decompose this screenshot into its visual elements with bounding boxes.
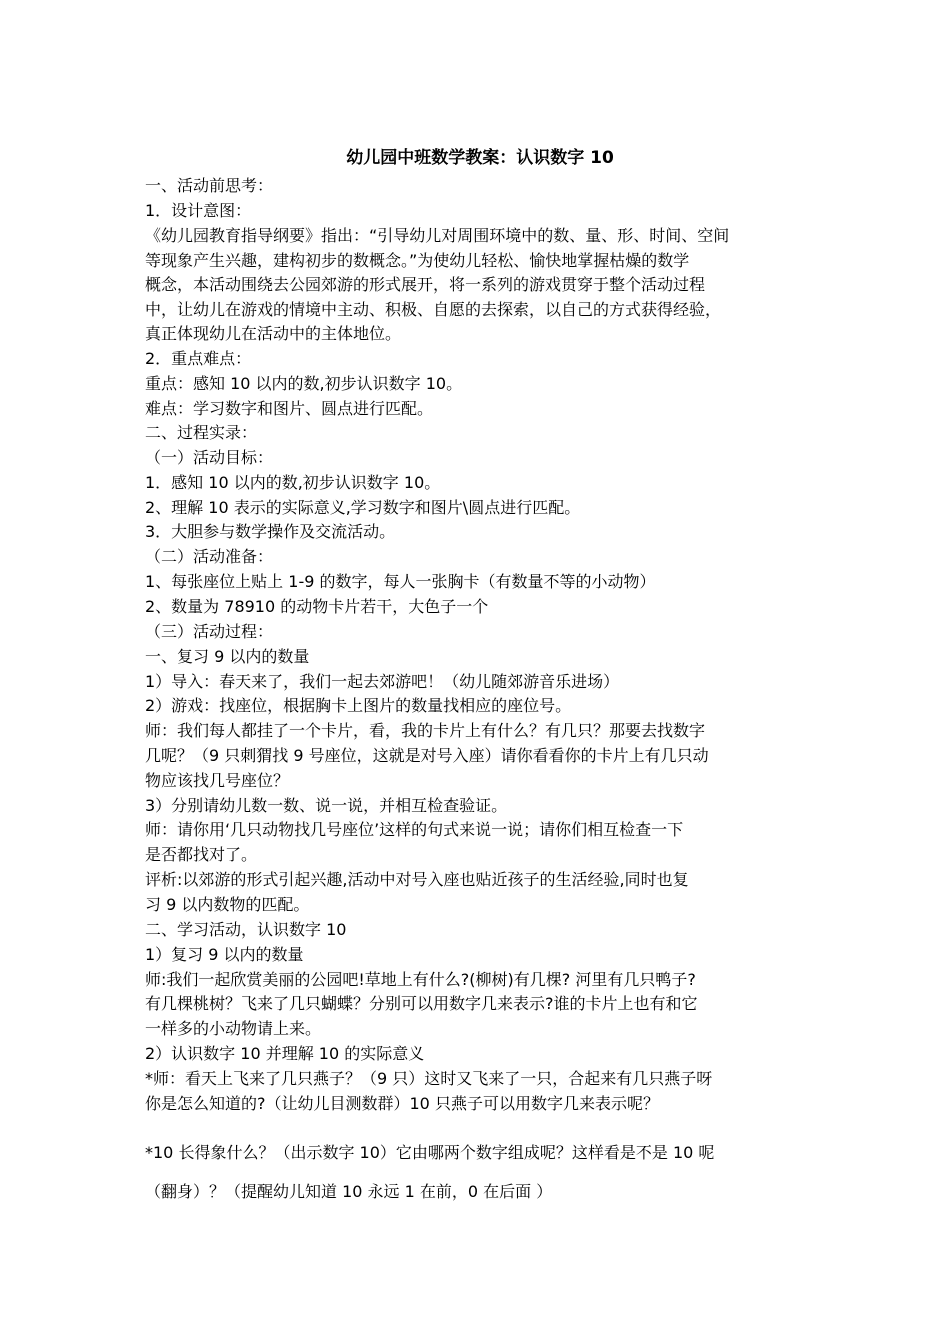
text-line: 1．感知 10 以内的数,初步认识数字 10。 xyxy=(145,473,441,492)
text-line: 3）分别请幼儿数一数、说一说，并相互检查验证。 xyxy=(145,796,508,815)
text-line: 1）复习 9 以内的数量 xyxy=(145,945,304,964)
text-line: 一、复习 9 以内的数量 xyxy=(145,647,310,666)
text-line: 1．设计意图： xyxy=(145,201,252,220)
text-line: 有几棵桃树？飞来了几只蝴蝶？分别可以用数字几来表示?谁的卡片上也有和它 xyxy=(145,994,698,1013)
text-line: 3．大胆参与数学操作及交流活动。 xyxy=(145,522,396,541)
text-line: 是否都找对了。 xyxy=(145,845,258,864)
text-line: 2、理解 10 表示的实际意义,学习数字和图片\圆点进行匹配。 xyxy=(145,498,581,517)
text-line: （翻身）？（提醒幼儿知道 10 永远 1 在前，0 在后面 ） xyxy=(145,1182,553,1201)
text-line: 2）游戏：找座位，根据胸卡上图片的数量找相应的座位号。 xyxy=(145,696,572,715)
text-line: （一）活动目标： xyxy=(145,448,274,467)
text-line: 一、活动前思考： xyxy=(145,176,274,195)
text-line: *师：看天上飞来了几只燕子？（9 只）这时又飞来了一只，合起来有几只燕子呀 xyxy=(145,1069,713,1088)
text-line: 《幼儿园教育指导纲要》指出：“引导幼儿对周围环境中的数、量、形、时间、空间 xyxy=(145,226,730,245)
text-line: 习 9 以内数物的匹配。 xyxy=(145,895,310,914)
text-line: 几呢？（9 只刺猬找 9 号座位，这就是对号入座）请你看看你的卡片上有几只动 xyxy=(145,746,709,765)
text-line: 重点：感知 10 以内的数,初步认识数字 10。 xyxy=(145,374,463,393)
text-line: 1、每张座位上贴上 1-9 的数字，每人一张胸卡（有数量不等的小动物） xyxy=(145,572,656,591)
text-line: 评析:以郊游的形式引起兴趣,活动中对号入座也贴近孩子的生活经验,同时也复 xyxy=(145,870,689,889)
text-line: 一样多的小动物请上来。 xyxy=(145,1019,322,1038)
text-line: 等现象产生兴趣，建构初步的数概念。”为使幼儿轻松、愉快地掌握枯燥的数学 xyxy=(145,251,690,270)
text-line: 物应该找几号座位？ xyxy=(145,771,290,790)
text-line: （三）活动过程： xyxy=(145,622,274,641)
text-line: 概念，本活动围绕去公园郊游的形式展开，将一系列的游戏贯穿于整个活动过程 xyxy=(145,275,706,294)
text-line: 二、过程实录： xyxy=(145,423,258,442)
document-title: 幼儿园中班数学教案：认识数字 10 xyxy=(346,148,614,168)
text-line: 师:我们一起欣赏美丽的公园吧!草地上有什么?(柳树)有几棵? 河里有几只鸭子? xyxy=(145,970,696,989)
text-line: 二、学习活动，认识数字 10 xyxy=(145,920,347,939)
text-line: 1）导入：春天来了，我们一起去郊游吧！（幼儿随郊游音乐进场） xyxy=(145,672,620,691)
text-line: （二）活动准备： xyxy=(145,547,274,566)
text-line: 2）认识数字 10 并理解 10 的实际意义 xyxy=(145,1044,425,1063)
text-line: 真正体现幼儿在活动中的主体地位。 xyxy=(145,324,402,343)
text-line: 你是怎么知道的?（让幼儿目测数群）10 只燕子可以用数字几来表示呢？ xyxy=(145,1094,659,1113)
text-line: 2．重点难点： xyxy=(145,349,252,368)
text-line: 师：我们每人都挂了一个卡片，看，我的卡片上有什么？有几只？那要去找数字 xyxy=(145,721,706,740)
text-line: *10 长得象什么？（出示数字 10）它由哪两个数字组成呢？这样看是不是 10 呢 xyxy=(145,1143,715,1162)
text-line: 难点：学习数字和图片、圆点进行匹配。 xyxy=(145,399,434,418)
text-line: 2、数量为 78910 的动物卡片若干，大色子一个 xyxy=(145,597,489,616)
text-line: 中，让幼儿在游戏的情境中主动、积极、自愿的去探索，以自己的方式获得经验， xyxy=(145,300,722,319)
text-line: 师：请你用‘几只动物找几号座位’这样的句式来说一说；请你们相互检查一下 xyxy=(145,820,684,839)
